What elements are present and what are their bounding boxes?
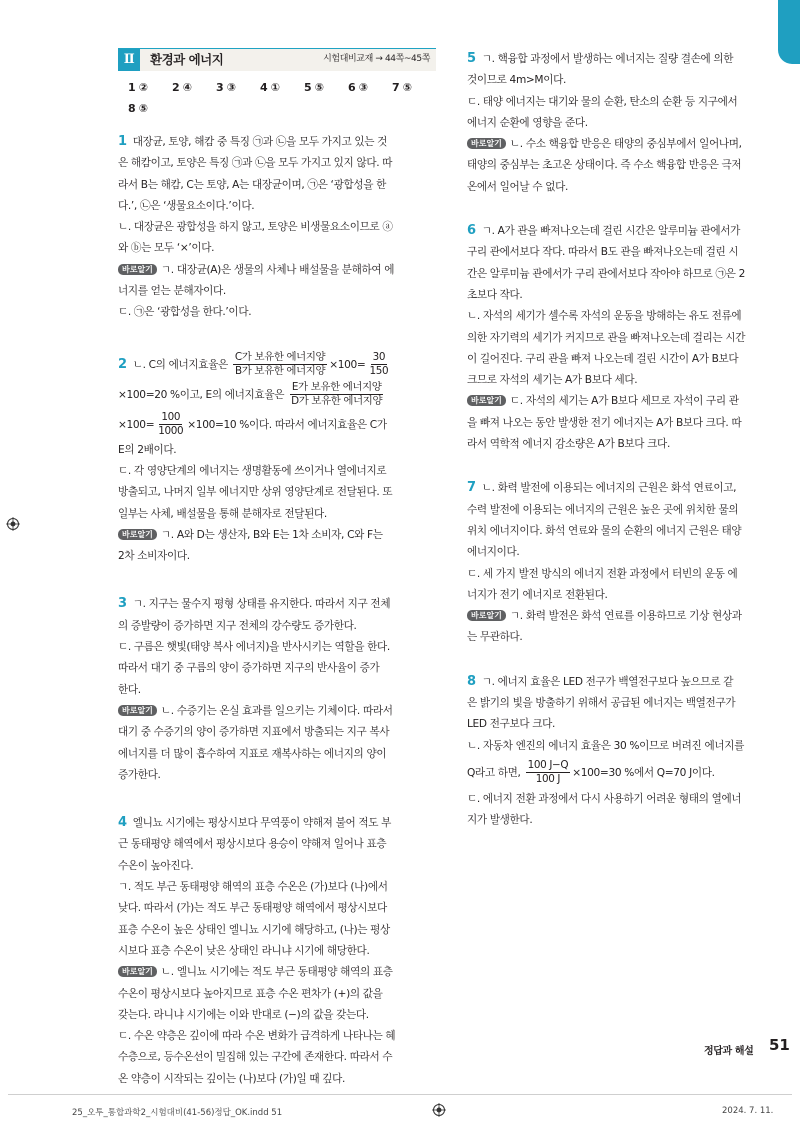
answer-item: 2 ④ — [172, 81, 192, 94]
text-line: 너지가 전기 에너지로 전환된다. — [467, 588, 608, 601]
question-number: 6 — [467, 223, 476, 239]
text-line: 크므로 자석의 세기는 A가 B보다 세다. — [467, 374, 638, 387]
explanation-3 — [118, 593, 436, 786]
text-line: 2차 소비자이다. — [118, 550, 190, 563]
page-number: 51 — [769, 1036, 790, 1054]
correction-tag: 바로알기 — [118, 529, 157, 540]
section-reference: 시험대비교재 → 44쪽~45쪽 — [323, 54, 430, 65]
text-line: 라서 B는 해캄, C는 토양, A는 대장균이며, ㉠은 ‘광합성을 한 — [118, 178, 387, 191]
answer-item: 6 ③ — [348, 81, 368, 94]
text-line: Q라고 하면, — [467, 766, 521, 779]
text-line: ㄱ. 화력 발전은 화석 연료를 이용하므로 기상 현상과 — [509, 610, 742, 623]
answer-key — [128, 77, 436, 119]
section-number-badge: Ⅱ — [118, 49, 140, 71]
explanation-4 — [118, 812, 436, 1090]
text-line: ㄱ. A와 D는 생산자, B와 E는 1차 소비자, C와 F는 — [160, 528, 383, 541]
answer-item: 8 ⑤ — [128, 102, 148, 115]
text-line: ㄴ. 대장균은 광합성을 하지 않고, 토양은 비생물요소이므로 ⓐ — [118, 221, 393, 234]
text-line: LED 전구보다 크다. — [467, 718, 556, 731]
text-line: ㄴ. 수증기는 온실 효과를 일으키는 기체이다. 따라서 — [160, 704, 393, 717]
explanation-8 — [467, 671, 769, 832]
question-number: 8 — [467, 673, 476, 689]
explanation-6 — [467, 220, 769, 455]
text-line: ㄴ. C의 에너지효율은 — [132, 358, 228, 371]
text-line: 표층 수온이 높은 상태인 엘니뇨 시기에 해당하고, (나)는 평상 — [118, 923, 390, 936]
text-line: 초보다 작다. — [467, 288, 523, 301]
correction-tag: 바로알기 — [467, 610, 506, 621]
text-line: 다.’, ㉡은 ‘생물요소이다.’이다. — [118, 199, 255, 212]
text-line: ㄷ. 에너지 전환 과정에서 다시 사용하기 어려운 형태의 열에너 — [467, 792, 742, 805]
text-line: 은 해캄이고, 토양은 특징 ㉠과 ㉡을 모두 가지고 있지 않다. 따 — [118, 157, 393, 170]
correction-tag: 바로알기 — [118, 966, 157, 977]
text-line: ㄷ. 수온 약층은 깊이에 따라 수온 변화가 급격하게 나타나는 혜 — [118, 1030, 396, 1043]
text-line: ㄱ. 핵융합 과정에서 발생하는 에너지는 질량 결손에 의한 — [481, 53, 734, 65]
answer-item: 1 ② — [128, 81, 148, 94]
answer-item: 7 ⑤ — [392, 81, 412, 94]
slug-filename: 25_오투_통합과학2_시험대비(41-56)정답_OK.indd 51 — [72, 1108, 283, 1118]
explanation-7 — [467, 477, 769, 648]
answer-item: 5 ⑤ — [304, 81, 324, 94]
text-line: ㄱ. A가 관을 빠져나오는데 걸린 시간은 알루미늄 관에서가 — [481, 225, 741, 238]
text-line: ㄷ. 각 영양단계의 에너지는 생명활동에 쓰이거나 열에너지로 — [118, 464, 387, 477]
correction-tag: 바로알기 — [467, 395, 506, 406]
footer-label: 정답과 해설 — [704, 1046, 754, 1057]
text-line: E의 2배이다. — [118, 443, 177, 456]
text-line: 지가 발생한다. — [467, 814, 533, 827]
text-line: 을 빠져 나오는 동안 발생한 전기 에너지는 A가 B보다 크다. 따 — [467, 416, 742, 429]
fraction: $\frac{100 J-Q}{100 J}$ — [527, 759, 569, 786]
left-column — [118, 48, 436, 1110]
text-line: 것이므로 4m>M이다. — [467, 74, 567, 87]
text-line: ㄱ. 대장균(A)은 생물의 사체나 배설물을 분해하여 에 — [160, 263, 395, 276]
text-line: 일부는 사체, 배설물을 통해 분해자로 전달된다. — [118, 507, 327, 520]
fraction: $\frac{30}{150}$ — [369, 351, 389, 378]
correction-tag: 바로알기 — [467, 138, 506, 149]
text-line: 증가한다. — [118, 768, 161, 781]
text-line: 근 동태평양 해역에서 평상시보다 용승이 약해져 일어나 표층 — [118, 838, 387, 851]
text-line: ㄷ. 자석의 세기는 A가 B보다 세므로 자석이 구리 관 — [509, 395, 739, 408]
fraction: $\frac{100}{1000}$ — [158, 411, 184, 438]
text-line: 방출되고, 나머지 일부 에너지만 상위 영양단계로 전달된다. 또 — [118, 486, 393, 499]
text-line: 갖는다. 라니냐 시기에는 이와 반대로 (−)의 값을 갖는다. — [118, 1008, 369, 1021]
text-line: 수층으로, 등수온선이 밀집해 있는 구간에 존재한다. 따라서 수 — [118, 1051, 393, 1064]
text-line: 온에서 일어날 수 없다. — [467, 180, 569, 193]
text-line: 이 길어진다. 구리 관을 빠져 나오는데 걸린 시간이 A가 B보다 — [467, 352, 739, 365]
text-line: ㄴ. 엘니뇨 시기에는 적도 부근 동태평양 해역의 표층 — [160, 966, 393, 979]
slug-divider — [8, 1094, 792, 1095]
text-line: 와 ⓑ는 모두 ‘×’이다. — [118, 242, 215, 255]
text-line: ㄷ. 구름은 햇빛(태양 복사 에너지)을 반사시키는 역할을 한다. — [118, 641, 390, 654]
text-line: 태양의 중심부는 초고온 상태이다. 즉 수소 핵융합 반응은 극저 — [467, 159, 742, 172]
section-title: 환경과 에너지 — [150, 52, 224, 68]
text-line: ㄱ. 적도 부근 동태평양 해역의 표층 수온은 (가)보다 (나)에서 — [118, 881, 388, 894]
answer-item: 4 ① — [260, 81, 280, 94]
question-number: 7 — [467, 480, 476, 496]
text-line: ×100=10 %이다. 따라서 에너지효율은 C가 — [187, 418, 387, 431]
text-line: 구리 관에서보다 작다. 따라서 B도 관을 빠져나오는데 걸린 시 — [467, 246, 739, 259]
text-line: ㄷ. ㉠은 ‘광합성을 한다.’이다. — [118, 306, 252, 319]
text-line: 수력 발전에 이용되는 에너지의 근원은 높은 곳에 위치한 물의 — [467, 503, 739, 516]
section-header — [118, 48, 436, 71]
fraction: $\frac{\text{E가 보유한 에너지양}}{\text{D가 보유한 에너지양}}$ — [291, 381, 383, 408]
question-number: 3 — [118, 596, 127, 612]
text-line: ㄴ. 화력 발전에 이용되는 에너지의 근원은 화석 연료이고, — [481, 482, 737, 495]
text-line: ×100=30 %에서 Q=70 J이다. — [572, 766, 715, 779]
text-line: ㄴ. 수소 핵융합 반응은 태양의 중심부에서 일어나며, — [509, 138, 742, 151]
text-line: 의 증발량이 증가하면 지구 전체의 강수량도 증가한다. — [118, 619, 357, 632]
text-line: 시보다 표층 수온이 낮은 상태인 라니냐 시기에 해당한다. — [118, 944, 370, 957]
text-line: 라서 역학적 에너지 감소량은 A가 B보다 크다. — [467, 438, 670, 451]
registration-mark-icon — [6, 517, 20, 531]
chapter-tab-edge — [778, 0, 800, 64]
text-line: 는 무관하다. — [467, 631, 523, 644]
text-line: ㄴ. 자석의 세기가 셀수록 자석의 운동을 방해하는 유도 전류에 — [467, 310, 742, 323]
text-line: 의한 자기력의 세기가 커지므로 관을 빠져나오는데 걸리는 시간 — [467, 331, 746, 344]
answer-item: 3 ③ — [216, 81, 236, 94]
text-line: 따라서 대기 중 구름의 양이 증가하면 지구의 반사율이 증가 — [118, 662, 380, 675]
correction-tag: 바로알기 — [118, 705, 157, 716]
explanation-2: 2 ㄴ. C의 에너지효율은 $\frac{\text{C가 보유한 에너지양}}{\text{B가 보유한 에너지양}}$ ×100= $\frac{30}{150}$ ×100=20 %이고, E의 에너지효율은 $\frac{\text{E가 보유한 에너지양}}{\text{D가 보유한 에너지양}}$ ×100= $\frac{100}{1000}$ ×100=10 %이다. 따라서 에너지효율은 C가 E의 2배이다. ㄷ. 각 영양단계의 에너지는 생명활동에 쓰이거나 열에너지로 방출되고, 나머지 일부 에너지만 상위 영양단계로 전달된다. 또 일부는 사체, 배설물을 통해 분해자로 전달된다. 바로알기 ㄱ. A와 D는 생산자, B와 E는 1차 소비자, C와 F는 2차 소비자이다. — [118, 350, 436, 568]
text-line: 위치 에너지이다. 화석 연료와 물의 순환의 에너지 근원은 태양 — [467, 524, 742, 537]
fraction: $\frac{\text{C가 보유한 에너지양}}{\text{B가 보유한 에너지양}}$ — [234, 351, 326, 378]
text-line: 대기 중 수증기의 양이 증가하면 지표에서 방출되는 지구 복사 — [118, 726, 390, 739]
explanation-5 — [467, 48, 769, 198]
text-line: ㄱ. 에너지 효율은 LED 전구가 백열전구보다 높으므로 같 — [481, 675, 734, 688]
text-line: 한다. — [118, 683, 141, 696]
text-line: ㄱ. 지구는 물수지 평형 상태를 유지한다. 따라서 지구 전체 — [132, 598, 391, 611]
registration-mark-icon — [432, 1103, 446, 1117]
text-line: ㄷ. 세 가지 발전 방식의 에너지 전환 과정에서 터빈의 운동 에 — [467, 567, 738, 580]
text-line: 수온이 평상시보다 높아지므로 표층 수온 편차가 (+)의 값을 — [118, 987, 383, 1000]
text-line: 온 약층이 시작되는 깊이는 (나)보다 (가)일 때 깊다. — [118, 1072, 346, 1085]
text-line: ×100=20 %이고, E의 에너지효율은 — [118, 388, 285, 401]
text-line: 수온이 높아진다. — [118, 859, 194, 872]
correction-tag: 바로알기 — [118, 264, 157, 275]
explanation-1 — [118, 131, 436, 324]
slug-date: 2024. 7. 11. — [722, 1106, 774, 1116]
text-line: 대장균, 토양, 해캄 중 특징 ㉠과 ㉡을 모두 가지고 있는 것 — [132, 136, 388, 148]
text-line: 은 밝기의 빛을 방출하기 위해서 공급된 에너지는 백열전구가 — [467, 697, 736, 710]
question-number: 1 — [118, 134, 127, 149]
question-number: 4 — [118, 815, 127, 831]
text-line: ㄴ. 자동차 엔진의 에너지 효율은 30 %이므로 버려진 에너지를 — [467, 739, 744, 752]
question-number: 2 — [118, 356, 127, 372]
text-line: 너지를 얻는 분해자이다. — [118, 285, 226, 298]
text-line: 에너지 순환에 영향을 준다. — [467, 116, 588, 129]
right-column — [467, 48, 769, 852]
text-line: 엘니뇨 시기에는 평상시보다 무역풍이 약해져 불어 적도 부 — [132, 817, 392, 830]
text-line: 에너지를 더 많이 흡수하여 지표로 재복사하는 에너지의 양이 — [118, 747, 387, 760]
text-line: 에너지이다. — [467, 546, 520, 559]
text-line: 낮다. 따라서 (가)는 적도 부근 동태평양 해역에서 평상시보다 — [118, 902, 387, 915]
question-number: 5 — [467, 51, 476, 66]
text-line: ㄷ. 태양 에너지는 대기와 물의 순환, 탄소의 순환 등 지구에서 — [467, 95, 738, 108]
text-line: 간은 알루미늄 관에서가 구리 관에서보다 작아야 하므로 ㉠은 2 — [467, 267, 745, 280]
